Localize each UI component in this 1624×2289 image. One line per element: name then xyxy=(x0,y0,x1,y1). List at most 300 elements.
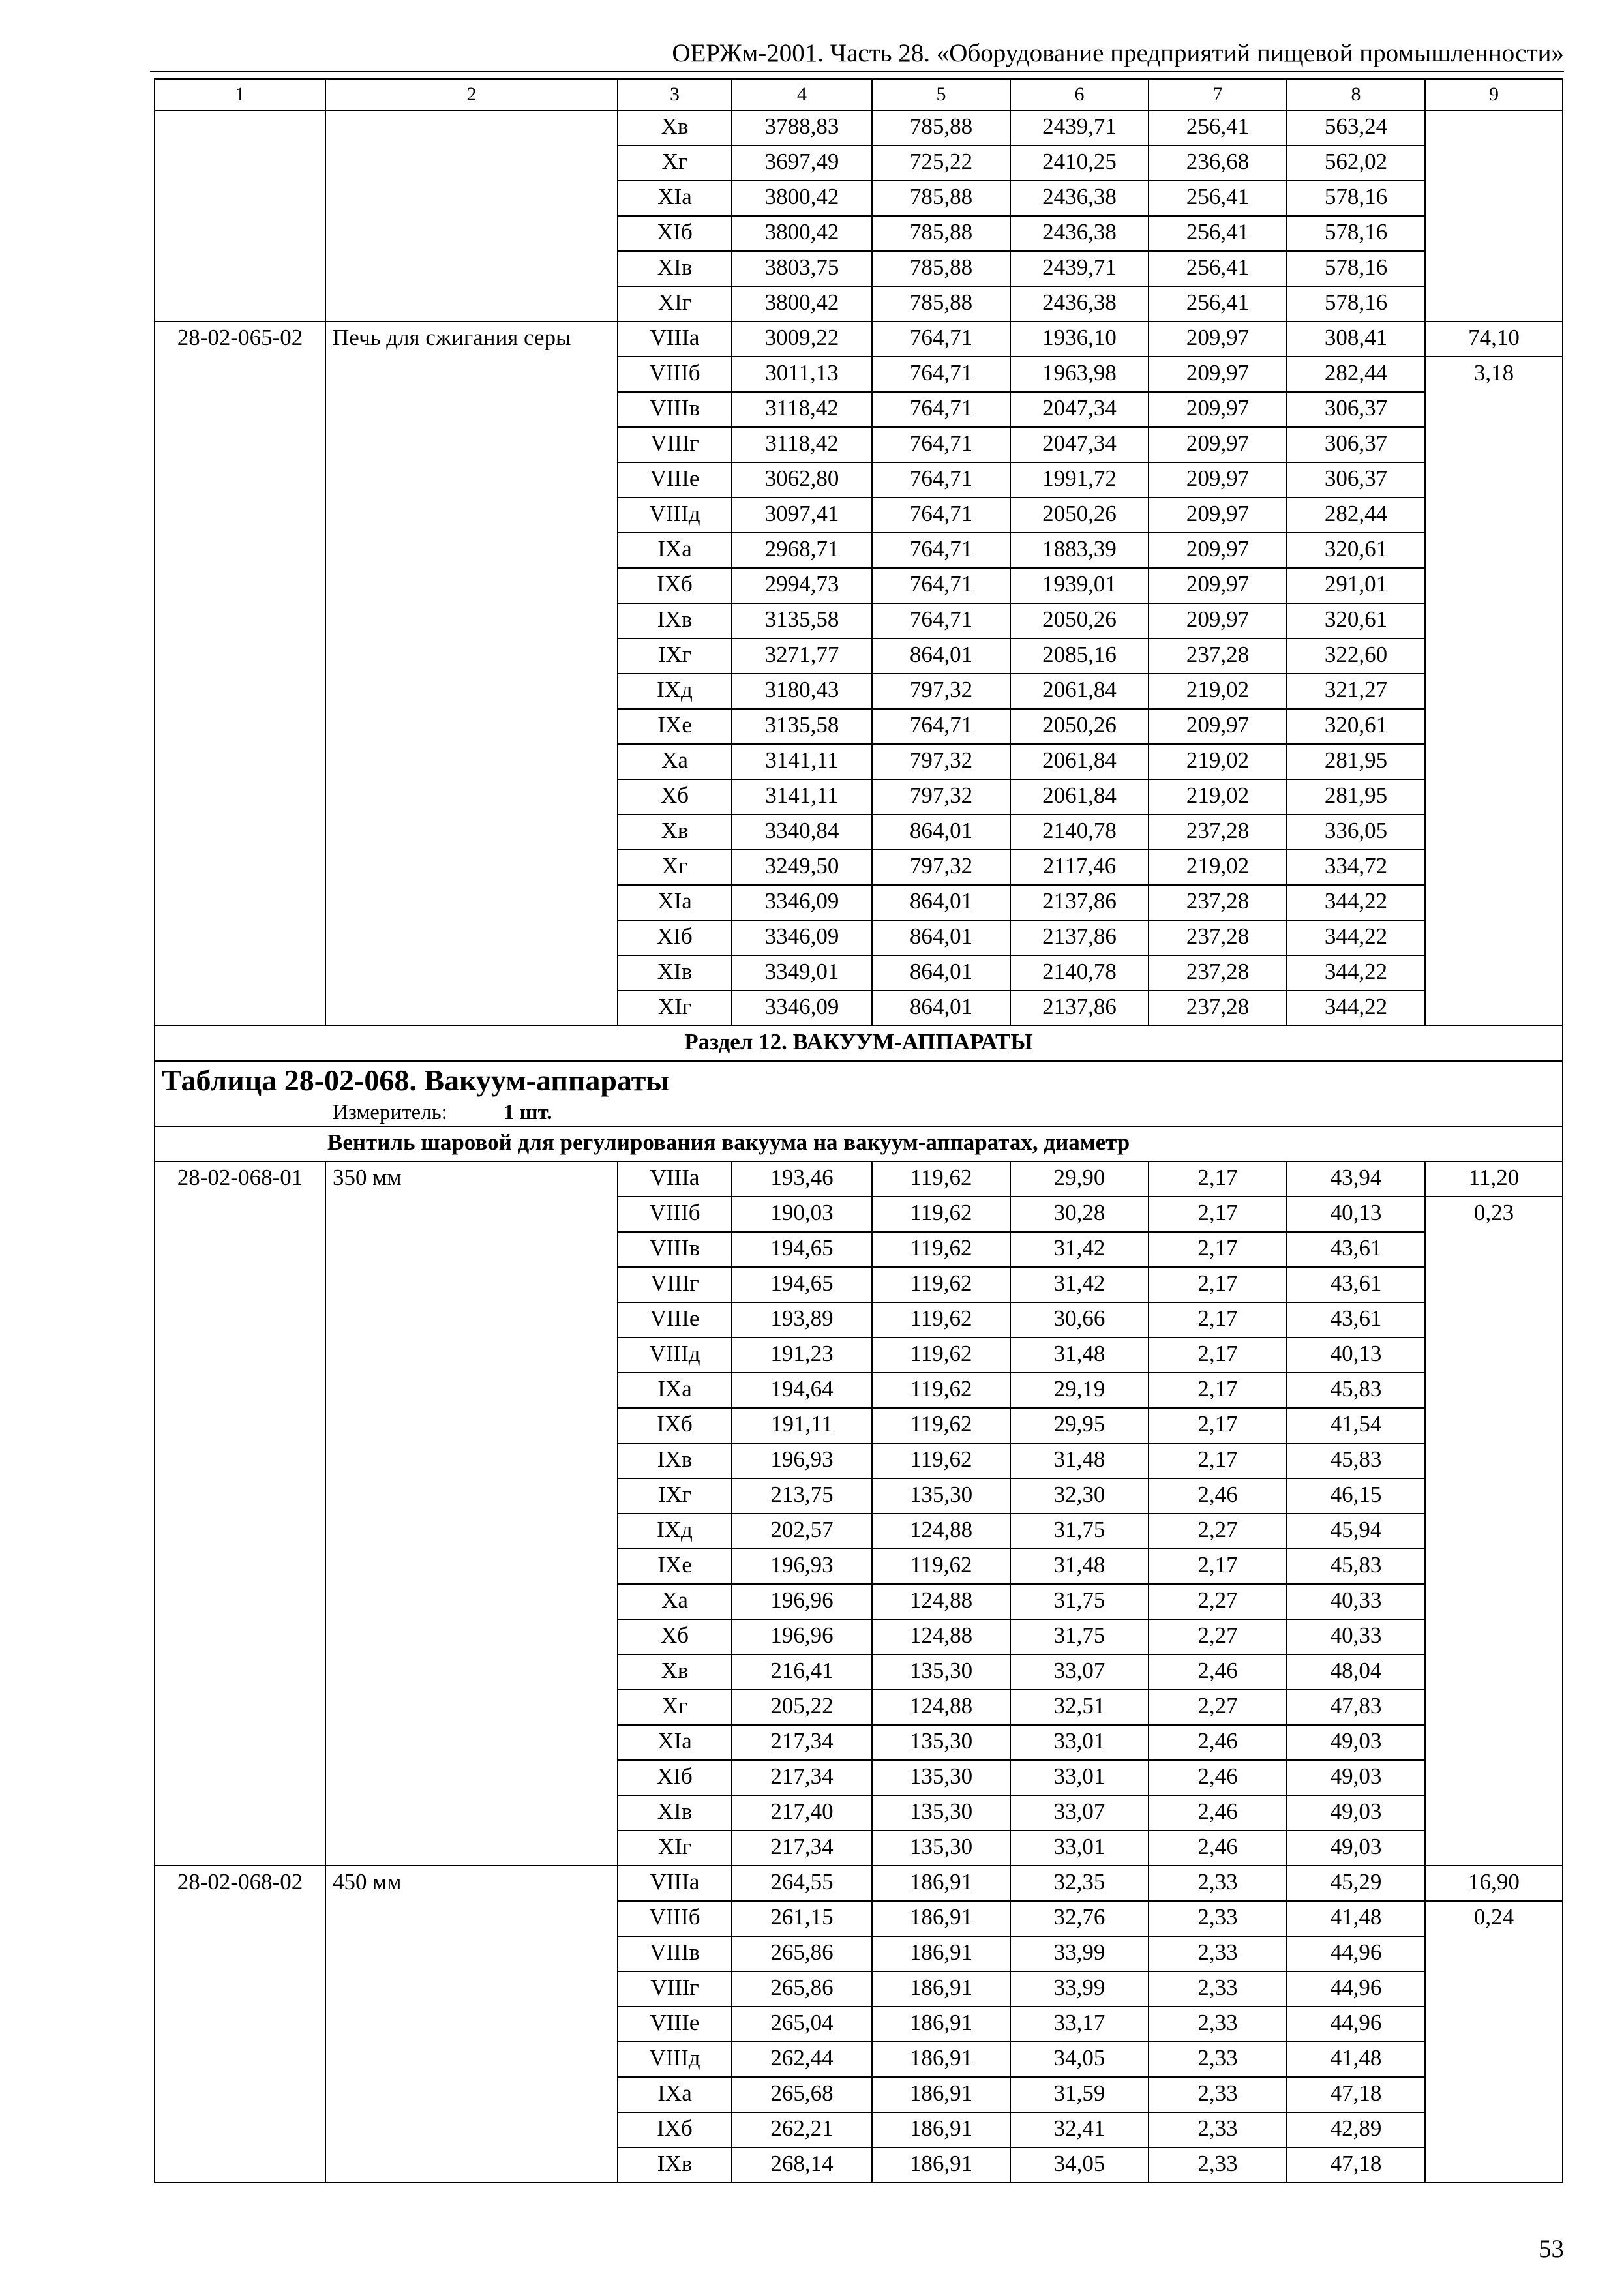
total-cost-cell: 3697,49 xyxy=(732,145,872,181)
machines-cell: 2047,34 xyxy=(1010,392,1149,427)
zone-cell: Ха xyxy=(618,744,732,779)
machinist-wages-cell: 2,17 xyxy=(1149,1443,1287,1478)
machines-cell: 31,48 xyxy=(1010,1549,1149,1584)
machines-cell: 2410,25 xyxy=(1010,145,1149,181)
total-cost-cell: 265,86 xyxy=(732,1971,872,2007)
wages-cell: 135,30 xyxy=(872,1478,1010,1514)
table-title-row xyxy=(155,1061,1563,1126)
name-cell: 350 мм xyxy=(325,1161,618,1866)
machinist-wages-cell: 2,17 xyxy=(1149,1197,1287,1232)
workers-cell: 3,18 xyxy=(1425,357,1563,1026)
total-cost-cell: 262,21 xyxy=(732,2112,872,2147)
materials-cell: 321,27 xyxy=(1287,674,1425,709)
machines-cell: 2439,71 xyxy=(1010,110,1149,145)
wages-cell: 186,91 xyxy=(872,2007,1010,2042)
table-row xyxy=(155,1161,1563,1197)
wages-cell: 764,71 xyxy=(872,568,1010,603)
wages-cell: 135,30 xyxy=(872,1760,1010,1795)
total-cost-cell: 265,04 xyxy=(732,2007,872,2042)
wages-cell: 119,62 xyxy=(872,1408,1010,1443)
machines-cell: 34,05 xyxy=(1010,2042,1149,2077)
wages-cell: 864,01 xyxy=(872,885,1010,920)
total-cost-cell: 3349,01 xyxy=(732,955,872,991)
machinist-wages-cell: 219,02 xyxy=(1149,744,1287,779)
workers-cell xyxy=(1425,110,1563,322)
code-cell: 28-02-068-01 xyxy=(155,1161,325,1866)
machines-cell: 31,48 xyxy=(1010,1338,1149,1373)
machinist-wages-cell: 2,33 xyxy=(1149,1971,1287,2007)
machinist-wages-cell: 2,17 xyxy=(1149,1161,1287,1197)
zone-cell: VIIIг xyxy=(618,427,732,462)
materials-cell: 336,05 xyxy=(1287,815,1425,850)
total-cost-cell: 194,65 xyxy=(732,1232,872,1267)
measure-label: Измеритель: xyxy=(333,1101,447,1124)
wages-cell: 785,88 xyxy=(872,110,1010,145)
machinist-wages-cell: 2,46 xyxy=(1149,1478,1287,1514)
code-cell xyxy=(155,110,325,322)
materials-cell: 562,02 xyxy=(1287,145,1425,181)
wages-cell: 119,62 xyxy=(872,1161,1010,1197)
total-cost-cell: 3803,75 xyxy=(732,251,872,286)
total-cost-cell: 3271,77 xyxy=(732,638,872,674)
materials-cell: 48,04 xyxy=(1287,1654,1425,1690)
machinist-wages-cell: 2,33 xyxy=(1149,2007,1287,2042)
materials-cell: 47,18 xyxy=(1287,2077,1425,2112)
total-cost-cell: 196,93 xyxy=(732,1549,872,1584)
machines-cell: 2436,38 xyxy=(1010,286,1149,322)
table-title-cell xyxy=(155,1061,1563,1126)
zone-cell: Хв xyxy=(618,110,732,145)
total-cost-cell: 262,44 xyxy=(732,2042,872,2077)
zone-cell: Хб xyxy=(618,1619,732,1654)
materials-cell: 40,33 xyxy=(1287,1584,1425,1619)
wages-cell: 764,71 xyxy=(872,603,1010,638)
total-cost-cell: 3346,09 xyxy=(732,991,872,1026)
wages-cell: 797,32 xyxy=(872,744,1010,779)
machines-cell: 33,17 xyxy=(1010,2007,1149,2042)
wages-cell: 864,01 xyxy=(872,815,1010,850)
total-cost-cell: 213,75 xyxy=(732,1478,872,1514)
materials-cell: 40,13 xyxy=(1287,1197,1425,1232)
materials-cell: 578,16 xyxy=(1287,286,1425,322)
machines-cell: 30,66 xyxy=(1010,1302,1149,1338)
wages-cell: 764,71 xyxy=(872,462,1010,498)
machinist-wages-cell: 256,41 xyxy=(1149,251,1287,286)
materials-cell: 578,16 xyxy=(1287,181,1425,216)
machinist-wages-cell: 2,17 xyxy=(1149,1267,1287,1302)
materials-cell: 308,41 xyxy=(1287,322,1425,357)
machinist-wages-cell: 2,46 xyxy=(1149,1795,1287,1831)
materials-cell: 291,01 xyxy=(1287,568,1425,603)
total-cost-cell: 194,64 xyxy=(732,1373,872,1408)
materials-cell: 43,61 xyxy=(1287,1232,1425,1267)
materials-cell: 45,83 xyxy=(1287,1443,1425,1478)
materials-cell: 45,83 xyxy=(1287,1549,1425,1584)
machinist-wages-cell: 2,33 xyxy=(1149,1936,1287,1971)
machinist-wages-cell: 209,97 xyxy=(1149,462,1287,498)
machinist-wages-cell: 209,97 xyxy=(1149,322,1287,357)
materials-cell: 282,44 xyxy=(1287,498,1425,533)
wages-cell: 764,71 xyxy=(872,357,1010,392)
total-cost-cell: 196,93 xyxy=(732,1443,872,1478)
section-title: Раздел 12. ВАКУУМ-АППАРАТЫ xyxy=(155,1026,1563,1061)
materials-cell: 306,37 xyxy=(1287,462,1425,498)
wages-cell: 119,62 xyxy=(872,1197,1010,1232)
total-cost-cell: 190,03 xyxy=(732,1197,872,1232)
running-header: ОЕРЖм-2001. Часть 28. «Оборудование предприятий пищевой промышленности» xyxy=(672,39,1564,67)
machines-cell: 2140,78 xyxy=(1010,815,1149,850)
wages-cell: 186,91 xyxy=(872,2042,1010,2077)
zone-cell: IХг xyxy=(618,1478,732,1514)
zone-cell: IХд xyxy=(618,1514,732,1549)
zone-cell: Хг xyxy=(618,145,732,181)
wages-cell: 124,88 xyxy=(872,1584,1010,1619)
wages-cell: 135,30 xyxy=(872,1795,1010,1831)
zone-cell: IХа xyxy=(618,1373,732,1408)
machines-cell: 32,35 xyxy=(1010,1866,1149,1901)
materials-cell: 344,22 xyxy=(1287,991,1425,1026)
wages-cell: 186,91 xyxy=(872,1866,1010,1901)
zone-cell: ХIв xyxy=(618,955,732,991)
table-body xyxy=(155,79,1563,2183)
zone-cell: Хв xyxy=(618,815,732,850)
machinist-wages-cell: 2,33 xyxy=(1149,1866,1287,1901)
machines-cell: 2137,86 xyxy=(1010,920,1149,955)
column-number: 3 xyxy=(618,79,732,110)
total-cost-cell: 265,68 xyxy=(732,2077,872,2112)
machinist-wages-cell: 2,17 xyxy=(1149,1408,1287,1443)
machinist-wages-cell: 2,46 xyxy=(1149,1760,1287,1795)
machines-cell: 29,19 xyxy=(1010,1373,1149,1408)
wages-cell: 764,71 xyxy=(872,322,1010,357)
column-numbers-row xyxy=(155,79,1563,110)
machinist-wages-cell: 209,97 xyxy=(1149,709,1287,744)
machines-cell: 32,30 xyxy=(1010,1478,1149,1514)
total-cost-cell: 3009,22 xyxy=(732,322,872,357)
zone-cell: VIIIа xyxy=(618,1866,732,1901)
workers-cell: 74,10 xyxy=(1425,322,1563,357)
table-title: Таблица 28-02-068. Вакуум-аппараты xyxy=(162,1064,670,1097)
zone-cell: IХб xyxy=(618,2112,732,2147)
machines-cell: 33,07 xyxy=(1010,1795,1149,1831)
machines-cell: 33,99 xyxy=(1010,1971,1149,2007)
table-row xyxy=(155,322,1563,357)
machines-cell: 31,75 xyxy=(1010,1514,1149,1549)
materials-cell: 44,96 xyxy=(1287,1971,1425,2007)
zone-cell: IХв xyxy=(618,603,732,638)
materials-cell: 320,61 xyxy=(1287,709,1425,744)
wages-cell: 135,30 xyxy=(872,1725,1010,1760)
machinist-wages-cell: 237,28 xyxy=(1149,991,1287,1026)
wages-cell: 186,91 xyxy=(872,1971,1010,2007)
wages-cell: 119,62 xyxy=(872,1338,1010,1373)
wages-cell: 797,32 xyxy=(872,674,1010,709)
workers-cell: 0,24 xyxy=(1425,1901,1563,2183)
zone-cell: VIIIг xyxy=(618,1971,732,2007)
total-cost-cell: 3135,58 xyxy=(732,603,872,638)
zone-cell: VIIIб xyxy=(618,357,732,392)
materials-cell: 45,94 xyxy=(1287,1514,1425,1549)
materials-cell: 42,89 xyxy=(1287,2112,1425,2147)
machinist-wages-cell: 256,41 xyxy=(1149,286,1287,322)
column-number: 6 xyxy=(1010,79,1149,110)
total-cost-cell: 196,96 xyxy=(732,1584,872,1619)
machinist-wages-cell: 2,33 xyxy=(1149,2042,1287,2077)
workers-cell: 11,20 xyxy=(1425,1161,1563,1197)
zone-cell: VIIIа xyxy=(618,1161,732,1197)
machines-cell: 32,41 xyxy=(1010,2112,1149,2147)
machinist-wages-cell: 209,97 xyxy=(1149,498,1287,533)
wages-cell: 764,71 xyxy=(872,709,1010,744)
wages-cell: 119,62 xyxy=(872,1302,1010,1338)
machinist-wages-cell: 209,97 xyxy=(1149,357,1287,392)
workers-cell: 0,23 xyxy=(1425,1197,1563,1866)
materials-cell: 578,16 xyxy=(1287,251,1425,286)
machines-cell: 2117,46 xyxy=(1010,850,1149,885)
machines-cell: 33,01 xyxy=(1010,1760,1149,1795)
zone-cell: IХе xyxy=(618,709,732,744)
name-cell xyxy=(325,110,618,322)
materials-cell: 344,22 xyxy=(1287,920,1425,955)
machines-cell: 31,48 xyxy=(1010,1443,1149,1478)
total-cost-cell: 191,23 xyxy=(732,1338,872,1373)
total-cost-cell: 3135,58 xyxy=(732,709,872,744)
total-cost-cell: 3346,09 xyxy=(732,920,872,955)
materials-cell: 45,29 xyxy=(1287,1866,1425,1901)
zone-cell: VIIIв xyxy=(618,1232,732,1267)
materials-cell: 49,03 xyxy=(1287,1831,1425,1866)
total-cost-cell: 217,40 xyxy=(732,1795,872,1831)
total-cost-cell: 216,41 xyxy=(732,1654,872,1690)
wages-cell: 864,01 xyxy=(872,920,1010,955)
total-cost-cell: 202,57 xyxy=(732,1514,872,1549)
machinist-wages-cell: 236,68 xyxy=(1149,145,1287,181)
machinist-wages-cell: 237,28 xyxy=(1149,638,1287,674)
total-cost-cell: 3141,11 xyxy=(732,744,872,779)
column-number: 4 xyxy=(732,79,872,110)
total-cost-cell: 268,14 xyxy=(732,2147,872,2183)
materials-cell: 320,61 xyxy=(1287,533,1425,568)
machinist-wages-cell: 209,97 xyxy=(1149,603,1287,638)
measure-value: 1 шт. xyxy=(503,1101,552,1124)
machines-cell: 2050,26 xyxy=(1010,603,1149,638)
name-cell: 450 мм xyxy=(325,1866,618,2183)
machinist-wages-cell: 237,28 xyxy=(1149,955,1287,991)
total-cost-cell: 3800,42 xyxy=(732,286,872,322)
wages-cell: 135,30 xyxy=(872,1654,1010,1690)
machines-cell: 32,51 xyxy=(1010,1690,1149,1725)
total-cost-cell: 217,34 xyxy=(732,1831,872,1866)
table-row xyxy=(155,1866,1563,1901)
wages-cell: 785,88 xyxy=(872,216,1010,251)
machines-cell: 33,07 xyxy=(1010,1654,1149,1690)
machines-cell: 31,75 xyxy=(1010,1584,1149,1619)
machines-cell: 34,05 xyxy=(1010,2147,1149,2183)
total-cost-cell: 264,55 xyxy=(732,1866,872,1901)
materials-cell: 334,72 xyxy=(1287,850,1425,885)
machines-cell: 2436,38 xyxy=(1010,216,1149,251)
zone-cell: ХIв xyxy=(618,251,732,286)
machines-cell: 33,99 xyxy=(1010,1936,1149,1971)
zone-cell: VIIIд xyxy=(618,498,732,533)
machinist-wages-cell: 2,27 xyxy=(1149,1514,1287,1549)
zone-cell: Хг xyxy=(618,850,732,885)
wages-cell: 797,32 xyxy=(872,779,1010,815)
machines-cell: 33,01 xyxy=(1010,1831,1149,1866)
workers-cell: 16,90 xyxy=(1425,1866,1563,1901)
machines-cell: 2085,16 xyxy=(1010,638,1149,674)
column-number: 1 xyxy=(155,79,325,110)
machinist-wages-cell: 219,02 xyxy=(1149,674,1287,709)
wages-cell: 864,01 xyxy=(872,638,1010,674)
machinist-wages-cell: 209,97 xyxy=(1149,427,1287,462)
wages-cell: 119,62 xyxy=(872,1443,1010,1478)
machinist-wages-cell: 256,41 xyxy=(1149,216,1287,251)
machinist-wages-cell: 2,33 xyxy=(1149,2112,1287,2147)
zone-cell: VIIIа xyxy=(618,322,732,357)
machines-cell: 31,75 xyxy=(1010,1619,1149,1654)
machines-cell: 2439,71 xyxy=(1010,251,1149,286)
machinist-wages-cell: 2,17 xyxy=(1149,1338,1287,1373)
total-cost-cell: 3118,42 xyxy=(732,427,872,462)
machines-cell: 1991,72 xyxy=(1010,462,1149,498)
total-cost-cell: 3249,50 xyxy=(732,850,872,885)
total-cost-cell: 194,65 xyxy=(732,1267,872,1302)
machinist-wages-cell: 2,17 xyxy=(1149,1549,1287,1584)
zone-cell: IХа xyxy=(618,533,732,568)
machines-cell: 1963,98 xyxy=(1010,357,1149,392)
wages-cell: 764,71 xyxy=(872,498,1010,533)
machines-cell: 1939,01 xyxy=(1010,568,1149,603)
materials-cell: 41,48 xyxy=(1287,1901,1425,1936)
column-number: 5 xyxy=(872,79,1010,110)
wages-cell: 785,88 xyxy=(872,286,1010,322)
materials-cell: 46,15 xyxy=(1287,1478,1425,1514)
machines-cell: 1883,39 xyxy=(1010,533,1149,568)
total-cost-cell: 3011,13 xyxy=(732,357,872,392)
wages-cell: 119,62 xyxy=(872,1373,1010,1408)
machinist-wages-cell: 2,33 xyxy=(1149,1901,1287,1936)
machinist-wages-cell: 209,97 xyxy=(1149,533,1287,568)
materials-cell: 47,83 xyxy=(1287,1690,1425,1725)
materials-cell: 322,60 xyxy=(1287,638,1425,674)
materials-cell: 306,37 xyxy=(1287,427,1425,462)
wages-cell: 785,88 xyxy=(872,251,1010,286)
zone-cell: ХIг xyxy=(618,1831,732,1866)
wages-cell: 186,91 xyxy=(872,1936,1010,1971)
zone-cell: Хг xyxy=(618,1690,732,1725)
total-cost-cell: 261,15 xyxy=(732,1901,872,1936)
machines-cell: 32,76 xyxy=(1010,1901,1149,1936)
column-number: 8 xyxy=(1287,79,1425,110)
materials-cell: 563,24 xyxy=(1287,110,1425,145)
total-cost-cell: 3340,84 xyxy=(732,815,872,850)
zone-cell: VIIIд xyxy=(618,2042,732,2077)
section-heading-row xyxy=(155,1026,1563,1061)
total-cost-cell: 205,22 xyxy=(732,1690,872,1725)
materials-cell: 49,03 xyxy=(1287,1760,1425,1795)
materials-cell: 40,13 xyxy=(1287,1338,1425,1373)
wages-cell: 135,30 xyxy=(872,1831,1010,1866)
machinist-wages-cell: 2,17 xyxy=(1149,1302,1287,1338)
zone-cell: ХIа xyxy=(618,1725,732,1760)
wages-cell: 186,91 xyxy=(872,2112,1010,2147)
zone-cell: IХв xyxy=(618,2147,732,2183)
zone-cell: IХв xyxy=(618,1443,732,1478)
zone-cell: ХIа xyxy=(618,181,732,216)
machines-cell: 2050,26 xyxy=(1010,498,1149,533)
machines-cell: 2061,84 xyxy=(1010,744,1149,779)
total-cost-cell: 265,86 xyxy=(732,1936,872,1971)
wages-cell: 186,91 xyxy=(872,2077,1010,2112)
wages-cell: 764,71 xyxy=(872,427,1010,462)
zone-cell: ХIг xyxy=(618,286,732,322)
name-cell: Печь для сжигания серы xyxy=(325,322,618,1026)
materials-cell: 44,96 xyxy=(1287,2007,1425,2042)
zone-cell: VIIIв xyxy=(618,392,732,427)
machines-cell: 31,42 xyxy=(1010,1267,1149,1302)
machines-cell: 29,95 xyxy=(1010,1408,1149,1443)
materials-cell: 344,22 xyxy=(1287,955,1425,991)
zone-cell: IХа xyxy=(618,2077,732,2112)
zone-cell: ХIб xyxy=(618,216,732,251)
total-cost-cell: 193,89 xyxy=(732,1302,872,1338)
machinist-wages-cell: 237,28 xyxy=(1149,885,1287,920)
machinist-wages-cell: 219,02 xyxy=(1149,850,1287,885)
materials-cell: 47,18 xyxy=(1287,2147,1425,2183)
zone-cell: Ха xyxy=(618,1584,732,1619)
page-number: 53 xyxy=(1539,2235,1564,2263)
total-cost-cell: 196,96 xyxy=(732,1619,872,1654)
machinist-wages-cell: 2,27 xyxy=(1149,1584,1287,1619)
zone-cell: VIIIв xyxy=(618,1936,732,1971)
zone-cell: VIIIд xyxy=(618,1338,732,1373)
total-cost-cell: 3180,43 xyxy=(732,674,872,709)
machines-cell: 31,59 xyxy=(1010,2077,1149,2112)
materials-cell: 43,61 xyxy=(1287,1267,1425,1302)
machinist-wages-cell: 2,33 xyxy=(1149,2147,1287,2183)
zone-cell: IХг xyxy=(618,638,732,674)
subheading: Вентиль шаровой для регулирования вакуума на вакуум-аппаратах, диаметр xyxy=(155,1126,1563,1161)
machinist-wages-cell: 2,27 xyxy=(1149,1619,1287,1654)
zone-cell: IХе xyxy=(618,1549,732,1584)
machines-cell: 2061,84 xyxy=(1010,779,1149,815)
machines-cell: 2050,26 xyxy=(1010,709,1149,744)
wages-cell: 124,88 xyxy=(872,1690,1010,1725)
materials-cell: 320,61 xyxy=(1287,603,1425,638)
wages-cell: 725,22 xyxy=(872,145,1010,181)
zone-cell: ХIб xyxy=(618,1760,732,1795)
total-cost-cell: 3062,80 xyxy=(732,462,872,498)
materials-cell: 41,48 xyxy=(1287,2042,1425,2077)
total-cost-cell: 2994,73 xyxy=(732,568,872,603)
materials-cell: 43,61 xyxy=(1287,1302,1425,1338)
zone-cell: VIIIб xyxy=(618,1901,732,1936)
machinist-wages-cell: 219,02 xyxy=(1149,779,1287,815)
zone-cell: VIIIе xyxy=(618,2007,732,2042)
price-table xyxy=(154,78,1563,2183)
machines-cell: 33,01 xyxy=(1010,1725,1149,1760)
wages-cell: 797,32 xyxy=(872,850,1010,885)
total-cost-cell: 3788,83 xyxy=(732,110,872,145)
machines-cell: 30,28 xyxy=(1010,1197,1149,1232)
zone-cell: ХIб xyxy=(618,920,732,955)
zone-cell: IХб xyxy=(618,1408,732,1443)
zone-cell: IХб xyxy=(618,568,732,603)
machines-cell: 2061,84 xyxy=(1010,674,1149,709)
materials-cell: 45,83 xyxy=(1287,1373,1425,1408)
wages-cell: 186,91 xyxy=(872,1901,1010,1936)
